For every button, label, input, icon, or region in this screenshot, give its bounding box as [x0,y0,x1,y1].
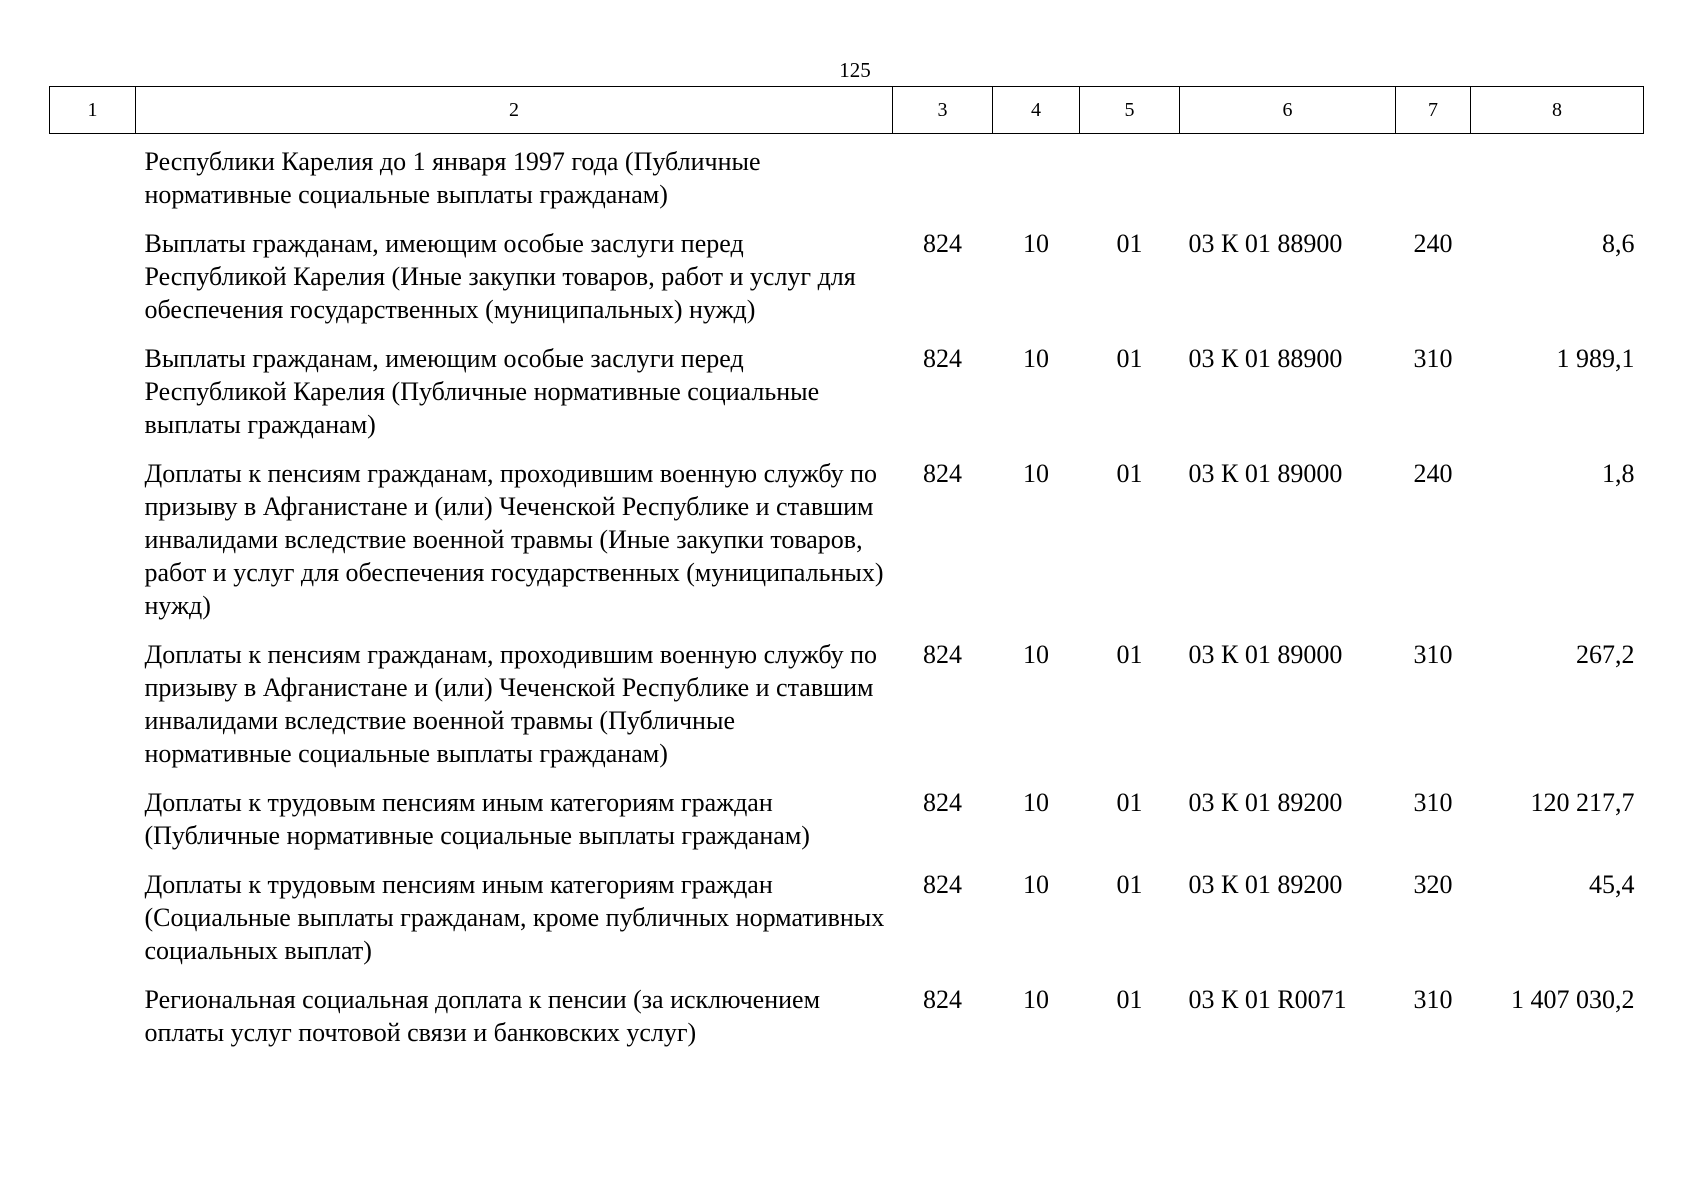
cell-col1 [50,441,136,622]
column-header-4: 4 [993,87,1080,134]
cell-ministry: 824 [923,870,962,899]
page-number: 125 [839,58,871,82]
cell-description: Доплаты к пенсиям гражданам, проходившим военную службу по призыву в Афганистане и (или) Чеченской Республике и ставшим инвалидами вследствие военной травмы (Публичные нормативные социальные выплаты гражданам) [144,640,878,768]
cell-target-article: 03 К 01 88900 [1188,344,1343,373]
cell-section: 10 [1023,459,1049,488]
cell-ministry: 824 [923,985,962,1014]
cell-col1 [50,770,136,852]
cell-target-article: 03 К 01 89200 [1188,870,1343,899]
table-row [50,441,1644,622]
cell-subsection: 01 [1116,459,1143,488]
column-header-5: 5 [1080,87,1180,134]
table-row [50,622,1644,770]
table-row [50,134,1644,212]
cell-amount: 8,6 [1602,229,1635,258]
cell-description: Региональная социальная доплата к пенсии (за исключением оплаты услуг почтовой связи и банковских услуг) [144,985,821,1047]
cell-subsection: 01 [1116,985,1143,1014]
cell-description: Республики Карелия до 1 января 1997 года (Публичные нормативные социальные выплаты гражданам) [144,147,761,209]
cell-subsection: 01 [1116,788,1143,817]
cell-amount: 1 989,1 [1556,344,1635,373]
cell-ministry [893,134,993,212]
cell-description: Доплаты к пенсиям гражданам, проходившим военную службу по призыву в Афганистане и (или) Чеченской Республике и ставшим инвалидами вследствие военной травмы (Иные закупки товаров, работ и услуг для обеспечения государственных (муниципальных) нужд) [144,459,884,620]
cell-expense-type: 310 [1413,788,1453,817]
cell-expense-type: 310 [1413,344,1453,373]
cell-expense-type: 320 [1413,870,1453,899]
cell-col1 [50,622,136,770]
cell-section: 10 [1023,229,1049,258]
cell-subsection [1080,134,1180,212]
cell-section: 10 [1023,870,1049,899]
cell-description: Выплаты гражданам, имеющим особые заслуги перед Республикой Карелия (Публичные нормативные социальные выплаты гражданам) [144,344,820,439]
table-row [50,852,1644,967]
cell-expense-type: 240 [1413,229,1453,258]
cell-ministry: 824 [923,344,962,373]
cell-target-article: 03 К 01 88900 [1188,229,1343,258]
header-row [50,87,1644,134]
cell-ministry: 824 [923,788,962,817]
cell-expense-type: 310 [1413,640,1453,669]
cell-section: 10 [1023,344,1049,373]
table-row [50,326,1644,441]
column-header-6: 6 [1180,87,1396,134]
column-header-3: 3 [893,87,993,134]
cell-section [993,134,1080,212]
table-row [50,967,1644,1049]
cell-expense-type [1396,134,1471,212]
column-header-7: 7 [1396,87,1471,134]
table-row [50,211,1644,326]
cell-section: 10 [1023,640,1049,669]
cell-description: Доплаты к трудовым пенсиям иным категориям граждан (Социальные выплаты гражданам, кроме публичных нормативных социальных выплат) [144,870,885,965]
column-header-1: 1 [50,87,136,134]
cell-subsection: 01 [1116,229,1143,258]
cell-amount: 1,8 [1602,459,1635,488]
cell-amount: 120 217,7 [1530,788,1635,817]
cell-target-article: 03 К 01 89000 [1188,459,1343,488]
cell-target-article: 03 К 01 89000 [1188,640,1343,669]
cell-section: 10 [1023,985,1049,1014]
cell-ministry: 824 [923,640,962,669]
cell-section: 10 [1023,788,1049,817]
cell-amount: 1 407 030,2 [1511,985,1635,1014]
cell-amount [1471,134,1644,212]
cell-description: Доплаты к трудовым пенсиям иным категориям граждан (Публичные нормативные социальные выплаты гражданам) [144,788,810,850]
table-row [50,770,1644,852]
cell-ministry: 824 [923,229,962,258]
cell-col1 [50,852,136,967]
cell-amount: 45,4 [1589,870,1635,899]
cell-subsection: 01 [1116,870,1143,899]
cell-subsection: 01 [1116,640,1143,669]
cell-expense-type: 310 [1413,985,1453,1014]
cell-target-article: 03 К 01 R0071 [1188,985,1347,1014]
cell-col1 [50,211,136,326]
cell-col1 [50,967,136,1049]
column-header-2: 2 [136,87,893,134]
cell-col1 [50,326,136,441]
cell-ministry: 824 [923,459,962,488]
budget-table [49,86,1644,1049]
cell-description: Выплаты гражданам, имеющим особые заслуги перед Республикой Карелия (Иные закупки товаров, работ и услуг для обеспечения государственных (муниципальных) нужд) [144,229,856,324]
cell-expense-type: 240 [1413,459,1453,488]
cell-amount: 267,2 [1576,640,1635,669]
cell-target-article [1180,134,1396,212]
table-header [50,87,1644,134]
cell-target-article: 03 К 01 89200 [1188,788,1343,817]
cell-subsection: 01 [1116,344,1143,373]
column-header-8: 8 [1471,87,1644,134]
cell-col1 [50,134,136,212]
